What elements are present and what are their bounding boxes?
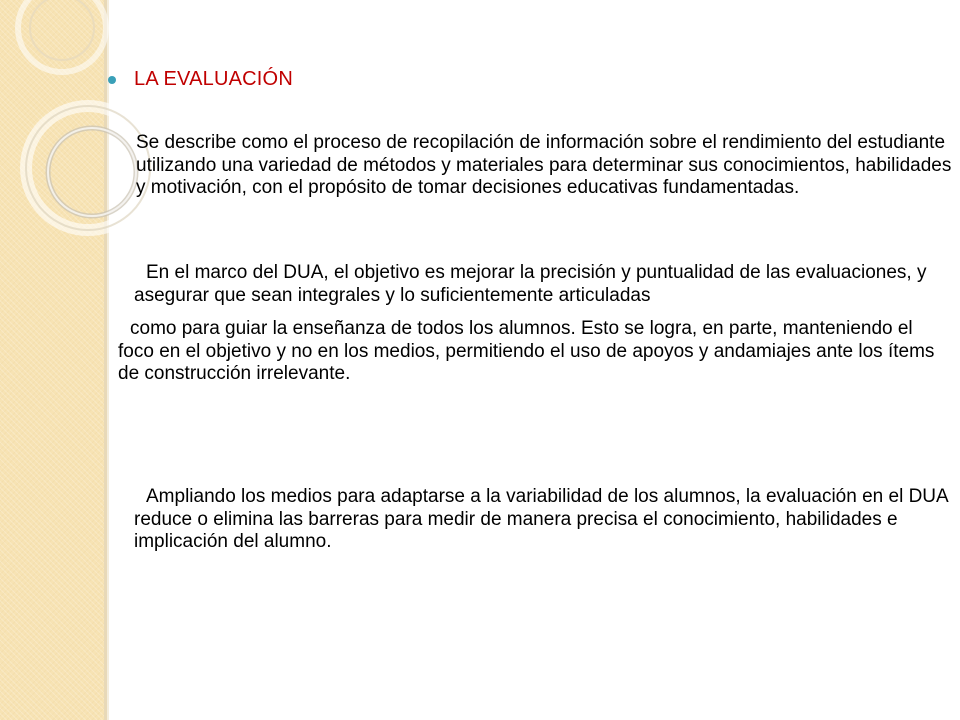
slide-heading: LA EVALUACIÓN [134,68,293,90]
paragraph-definition: Se describe como el proceso de recopilación de información sobre el rendimiento del estudiante utilizando una variedad de métodos y materiales para determinar sus conocimientos, habilidades y motivación, con el propósito de tomar decisiones educativas fundamentadas. [136,132,952,198]
bullet-icon [108,76,116,84]
sidebar-border-shadow [107,0,109,720]
paragraph-dua-variability: Ampliando los medios para adaptarse a la variabilidad de los alumnos, la evaluación en el DUA reduce o elimina las barreras para medir de manera precisa el conocimiento, habilidades e implicación del alumno. [134,486,948,552]
heading-row [106,68,293,91]
decorative-sidebar [0,0,104,720]
paragraph-dua-guidance: como para guiar la enseñanza de todos los alumnos. Esto se logra, en parte, manteniendo el foco en el objetivo y no en los medios, permitiendo el uso de apoyos y andamiajes ante los ítems de construcción irrelevante. [118,318,935,384]
paragraph-dua-objective: En el marco del DUA, el objetivo es mejorar la precisión y puntualidad de las evaluaciones, y asegurar que sean integrales y lo suficientemente articuladas [134,262,927,306]
